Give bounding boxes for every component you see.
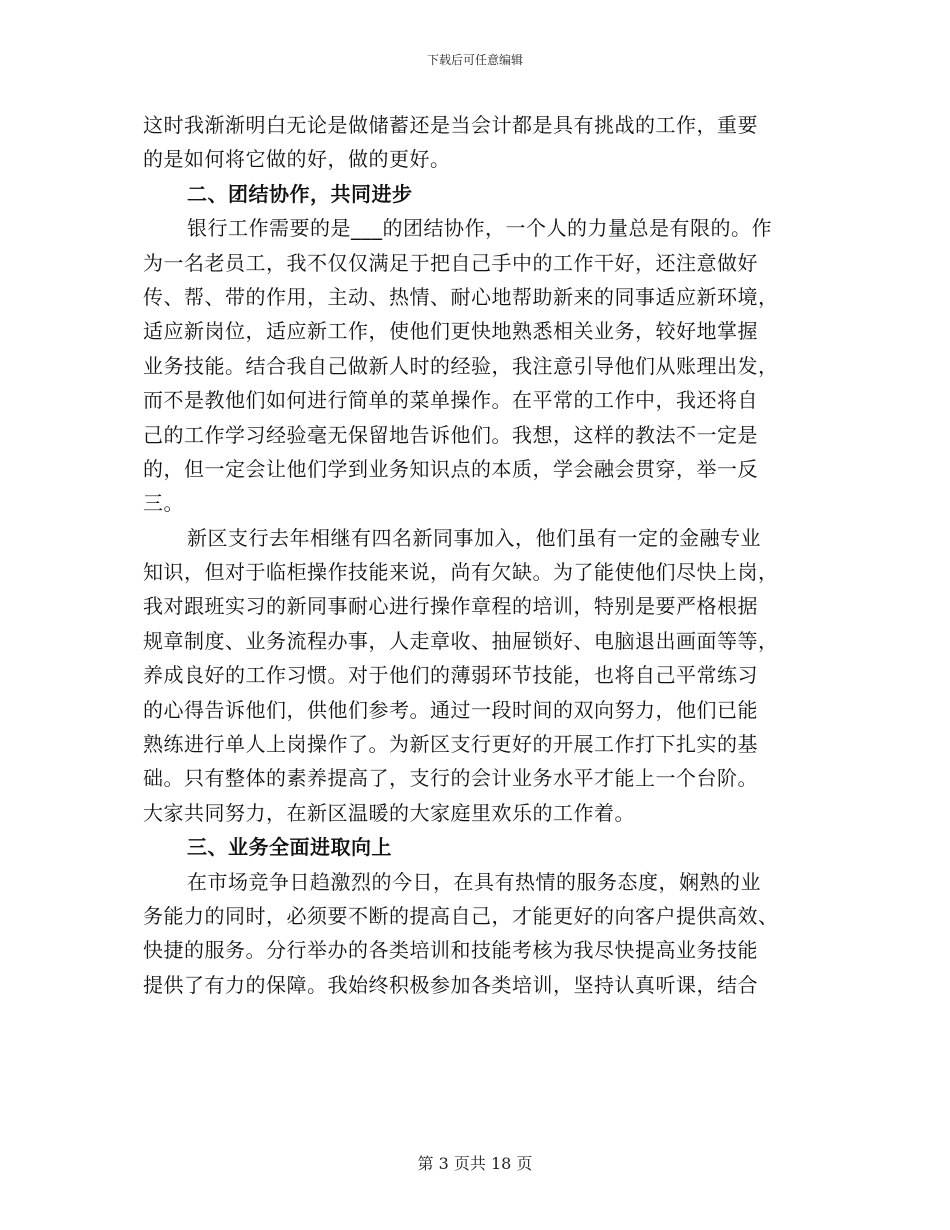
text-line: 这时我渐渐明白无论是做储蓄还是当会计都是具有挑战的工作，重要 [143,113,758,137]
text-line: 的心得告诉他们，供他们参考。通过一段时间的双向努力，他们已能 [143,697,758,722]
text-line: 三。 [143,491,184,516]
text-line: 规章制度、业务流程办事，人走章收、抽屉锁好、电脑退出画面等等， [143,628,779,653]
text-line: 的，但一定会让他们学到业务知识点的本质，学会融会贯穿，举一反 [143,456,758,481]
text-line: 适应新岗位，适应新工作，使他们更快地熟悉相关业务，较好地掌握 [143,319,758,344]
text-line: 我对跟班实习的新同事耐心进行操作章程的培训，特别是要严格根据 [143,594,758,619]
paragraph-start: 银行工作需要的是___的团结协作，一个人的力量总是有限的。作 [187,216,772,241]
text-line: 而不是教他们如何进行简单的菜单操作。在平常的工作中，我还将自 [143,388,758,413]
document-body [143,108,808,1002]
section-heading-2: 二、团结协作，共同进步 [187,181,413,206]
text-line: 养成良好的工作习惯。对于他们的薄弱环节技能，也将自己平常练习 [143,663,758,688]
text-line: 提供了有力的保障。我始终积极参加各类培训，坚持认真听课，结合 [143,972,758,997]
page-header: 下载后可任意编辑 [426,53,523,67]
text-line: 知识，但对于临柜操作技能来说，尚有欠缺。为了能使他们尽快上岗， [143,560,779,585]
paragraph-start: 在市场竞争日趋激烈的今日，在具有热情的服务态度，娴熟的业 [187,869,761,894]
paragraph-start: 新区支行去年相继有四名新同事加入，他们虽有一定的金融专业 [187,525,761,550]
text-line: 务能力的同时，必须要不断的提高自己，才能更好的向客户提供高效、 [143,903,779,928]
text-line: 为一名老员工，我不仅仅满足于把自己手中的工作干好，还注意做好 [143,250,758,275]
text-line: 的是如何将它做的好，做的更好。 [143,147,451,172]
text-line: 传、帮、带的作用，主动、热情、耐心地帮助新来的同事适应新环境， [143,284,779,309]
text-line: 快捷的服务。分行举办的各类培训和技能考核为我尽快提高业务技能 [143,938,758,963]
section-heading-3: 三、业务全面进取向上 [187,835,392,860]
text-line: 业务技能。结合我自己做新人时的经验，我注意引导他们从账理出发， [143,353,779,378]
text-line: 础。只有整体的素养提高了，支行的会计业务水平才能上一个台阶。 [143,766,758,791]
text-line: 大家共同努力，在新区温暖的大家庭里欢乐的工作着。 [143,800,635,825]
text-line: 己的工作学习经验毫无保留地告诉他们。我想，这样的教法不一定是 [143,422,758,447]
text-line: 熟练进行单人上岗操作了。为新区支行更好的开展工作打下扎实的基 [143,732,758,757]
page-number-footer: 第 3 页共 18 页 [417,1154,533,1173]
